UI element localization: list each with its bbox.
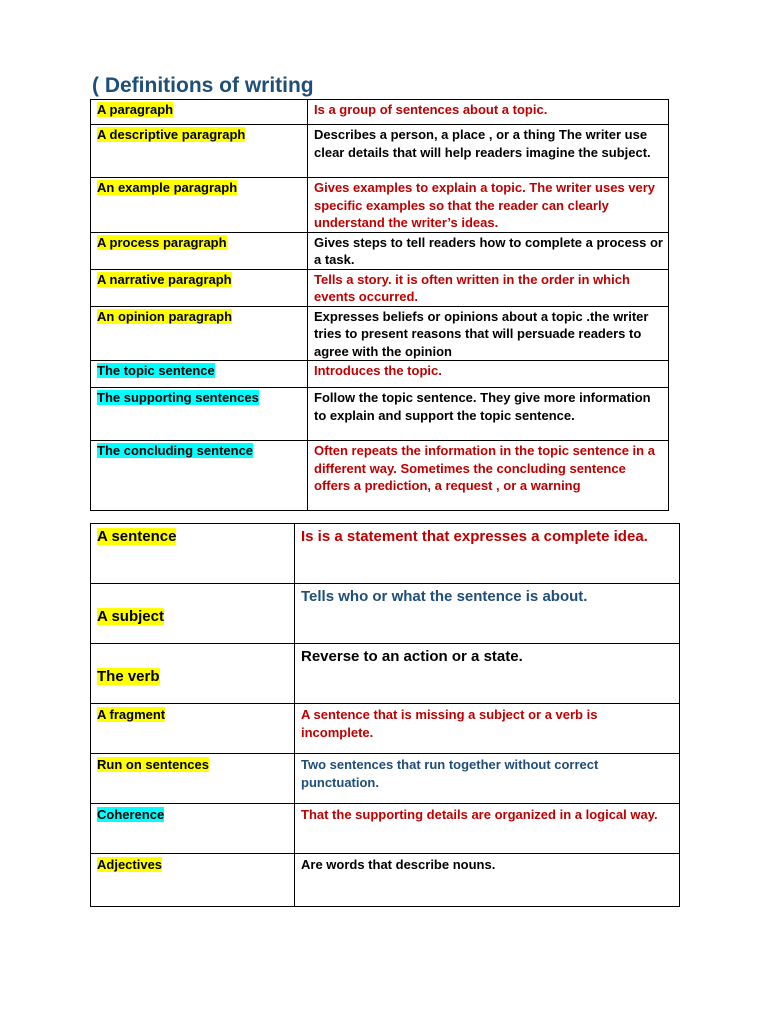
sentence-definitions-table	[90, 523, 680, 907]
definition-text: That the supporting details are organized in a logical way.	[301, 807, 658, 822]
term-cell	[91, 178, 308, 233]
definition-cell	[308, 441, 669, 511]
definition-cell	[308, 388, 669, 441]
definition-text: Two sentences that run together without correct punctuation.	[301, 757, 599, 790]
definition-text: Gives steps to tell readers how to complete a process or a task.	[314, 234, 663, 267]
term-cell	[91, 388, 308, 441]
definition-text: Tells a story. it is often written in the order in which events occurred.	[314, 271, 630, 304]
definition-text: Is is a statement that expresses a complete idea.	[301, 528, 648, 545]
table-row	[91, 269, 669, 306]
term-label: The verb	[97, 668, 160, 685]
definition-text: Follow the topic sentence. They give more information to explain and support the topic sentence.	[314, 390, 651, 423]
table-row	[91, 854, 680, 907]
definition-cell	[295, 704, 680, 754]
page-title: ( Definitions of writing	[92, 74, 314, 97]
paragraph-definitions-table	[90, 99, 669, 511]
term-label: Coherence	[97, 807, 165, 822]
term-label: A subject	[97, 608, 164, 625]
term-label: An opinion paragraph	[97, 308, 233, 324]
term-label: A narrative paragraph	[97, 271, 232, 287]
definition-cell	[308, 361, 669, 388]
term-cell	[91, 854, 295, 907]
definition-cell	[308, 269, 669, 306]
table-row	[91, 754, 680, 804]
definition-text: Introduces the topic.	[314, 363, 442, 378]
term-label: The concluding sentence	[97, 443, 254, 458]
definition-text: Tells who or what the sentence is about.	[301, 588, 588, 605]
term-cell	[91, 125, 308, 178]
definition-text: Often repeats the information in the topic sentence in a different way. Sometimes the concluding sentence offers a prediction, a request , or a warning	[314, 443, 655, 493]
table-row	[91, 584, 680, 644]
definition-text: A sentence that is missing a subject or a verb is incomplete.	[301, 707, 598, 740]
definition-cell	[295, 644, 680, 704]
term-cell	[91, 804, 295, 854]
term-cell	[91, 269, 308, 306]
definition-text: Are words that describe nouns.	[301, 857, 496, 872]
term-label: The topic sentence	[97, 363, 215, 378]
term-cell	[91, 306, 308, 361]
term-cell	[91, 361, 308, 388]
table-row	[91, 100, 669, 125]
table-row	[91, 178, 669, 233]
term-cell	[91, 100, 308, 125]
term-cell	[91, 584, 295, 644]
term-cell	[91, 754, 295, 804]
term-label: A fragment	[97, 707, 166, 722]
table-row	[91, 388, 669, 441]
definition-text: Is a group of sentences about a topic.	[314, 102, 548, 117]
definition-cell	[295, 754, 680, 804]
term-label: Run on sentences	[97, 757, 209, 772]
table-row	[91, 524, 680, 584]
term-label: The supporting sentences	[97, 390, 259, 405]
table-row	[91, 306, 669, 361]
term-cell	[91, 524, 295, 584]
table-row	[91, 704, 680, 754]
table-row	[91, 361, 669, 388]
term-label: A paragraph	[97, 102, 174, 117]
term-label: A sentence	[97, 528, 177, 545]
term-label: Adjectives	[97, 857, 163, 872]
table-row	[91, 804, 680, 854]
term-label: An example paragraph	[97, 180, 238, 195]
definition-cell	[308, 125, 669, 178]
term-cell	[91, 232, 308, 269]
definition-text: Describes a person, a place , or a thing The writer use clear details that will help readers imagine the subject.	[314, 127, 651, 160]
definition-cell	[308, 306, 669, 361]
definition-cell	[295, 804, 680, 854]
definition-text: Gives examples to explain a topic. The writer uses very specific examples so that the reader can clearly understand the writer’s ideas.	[314, 180, 656, 230]
table-row	[91, 125, 669, 178]
term-label: A descriptive paragraph	[97, 127, 246, 142]
definition-text: Reverse to an action or a state.	[301, 648, 523, 665]
definition-cell	[308, 232, 669, 269]
table-row	[91, 441, 669, 511]
term-cell	[91, 441, 308, 511]
table-row	[91, 232, 669, 269]
definition-cell	[308, 178, 669, 233]
term-cell	[91, 704, 295, 754]
definition-cell	[308, 100, 669, 125]
definition-cell	[295, 524, 680, 584]
definition-cell	[295, 854, 680, 907]
term-cell	[91, 644, 295, 704]
definition-cell	[295, 584, 680, 644]
definition-text: Expresses beliefs or opinions about a topic .the writer tries to present reasons that will persuade readers to agree with the opinion	[314, 308, 649, 359]
table-row	[91, 644, 680, 704]
term-label: A process paragraph	[97, 234, 227, 250]
